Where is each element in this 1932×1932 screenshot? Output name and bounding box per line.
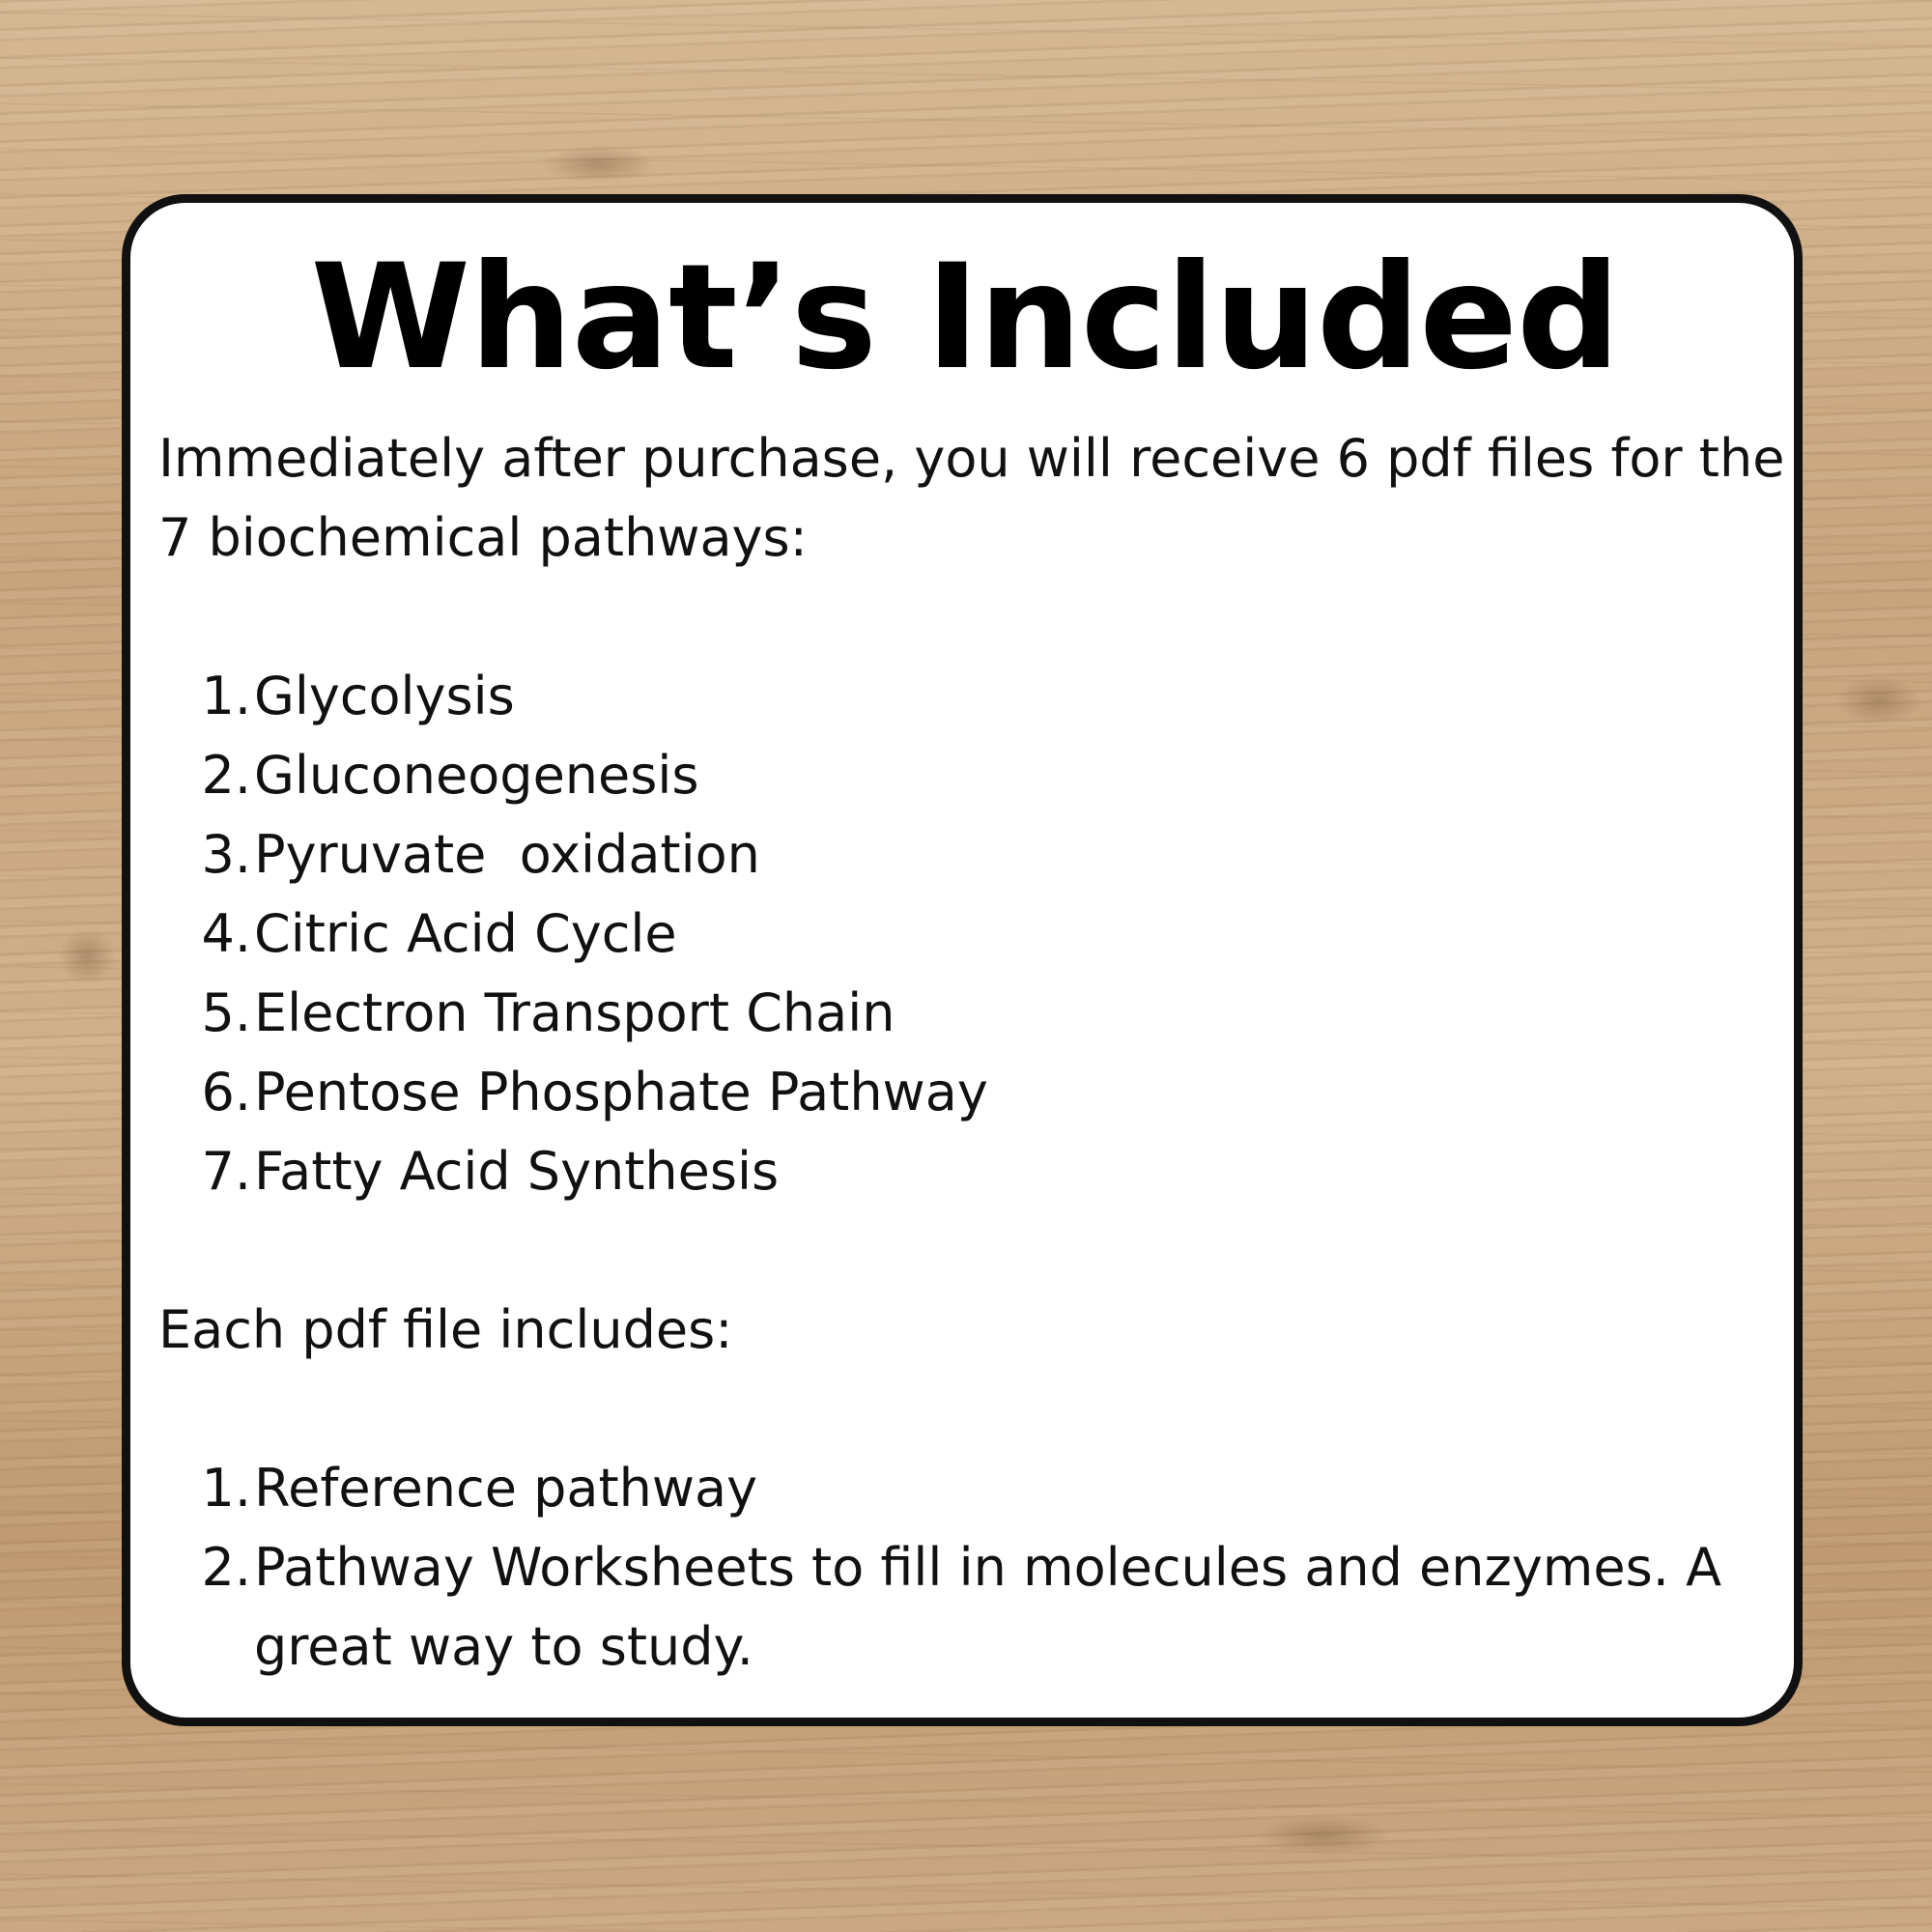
list-item-number: 2. — [201, 1537, 251, 1598]
intro-text: Immediately after purchase, you will receive 6 pdf files for the 7 biochemical pathways: — [158, 428, 1785, 568]
list-item-number: 5. — [201, 982, 251, 1043]
list-item-number: 1. — [201, 666, 251, 726]
list-item-number: 6. — [201, 1062, 251, 1122]
whats-included-card — [122, 194, 1803, 1726]
list-item-label: Pentose Phosphate Pathway — [254, 1062, 988, 1122]
spacer — [158, 578, 1791, 657]
list-item — [158, 736, 1791, 815]
spacer — [158, 1211, 1791, 1291]
list-item — [158, 815, 1791, 895]
card-body — [158, 419, 1791, 1687]
list-item-number: 3. — [201, 824, 251, 885]
wood-knot — [541, 145, 657, 184]
list-item — [158, 974, 1791, 1053]
list-item-label: Fatty Acid Synthesis — [254, 1141, 780, 1202]
list-item-label: Electron Transport Chain — [254, 982, 895, 1043]
list-item-label: Citric Acid Cycle — [254, 903, 677, 964]
includes-list — [158, 1449, 1791, 1687]
list-item-number: 7. — [201, 1141, 251, 1202]
pathway-list — [158, 657, 1791, 1211]
list-item-label: Pyruvate oxidation — [254, 824, 760, 885]
page-title: What’s Included — [310, 234, 1620, 402]
list-item-number: 4. — [201, 903, 251, 964]
wood-knot — [1256, 1816, 1391, 1855]
list-item — [158, 1132, 1791, 1211]
list-item-label: Pathway Worksheets to fill in molecules and enzymes. A great way to study. — [254, 1537, 1739, 1677]
spacer — [158, 1370, 1791, 1449]
wood-knot — [1835, 676, 1922, 724]
list-item — [158, 657, 1791, 736]
list-item — [158, 1528, 1791, 1687]
list-item-number: 2. — [201, 745, 251, 806]
list-item — [158, 895, 1791, 974]
list-item — [158, 1449, 1791, 1528]
list-item — [158, 1053, 1791, 1132]
list-item-label: Reference pathway — [254, 1458, 758, 1519]
list-item-label: Gluconeogenesis — [254, 745, 699, 806]
includes-heading: Each pdf file includes: — [158, 1299, 733, 1360]
list-item-number: 1. — [201, 1458, 251, 1519]
list-item-label: Glycolysis — [254, 666, 515, 726]
wood-knot — [58, 927, 116, 985]
